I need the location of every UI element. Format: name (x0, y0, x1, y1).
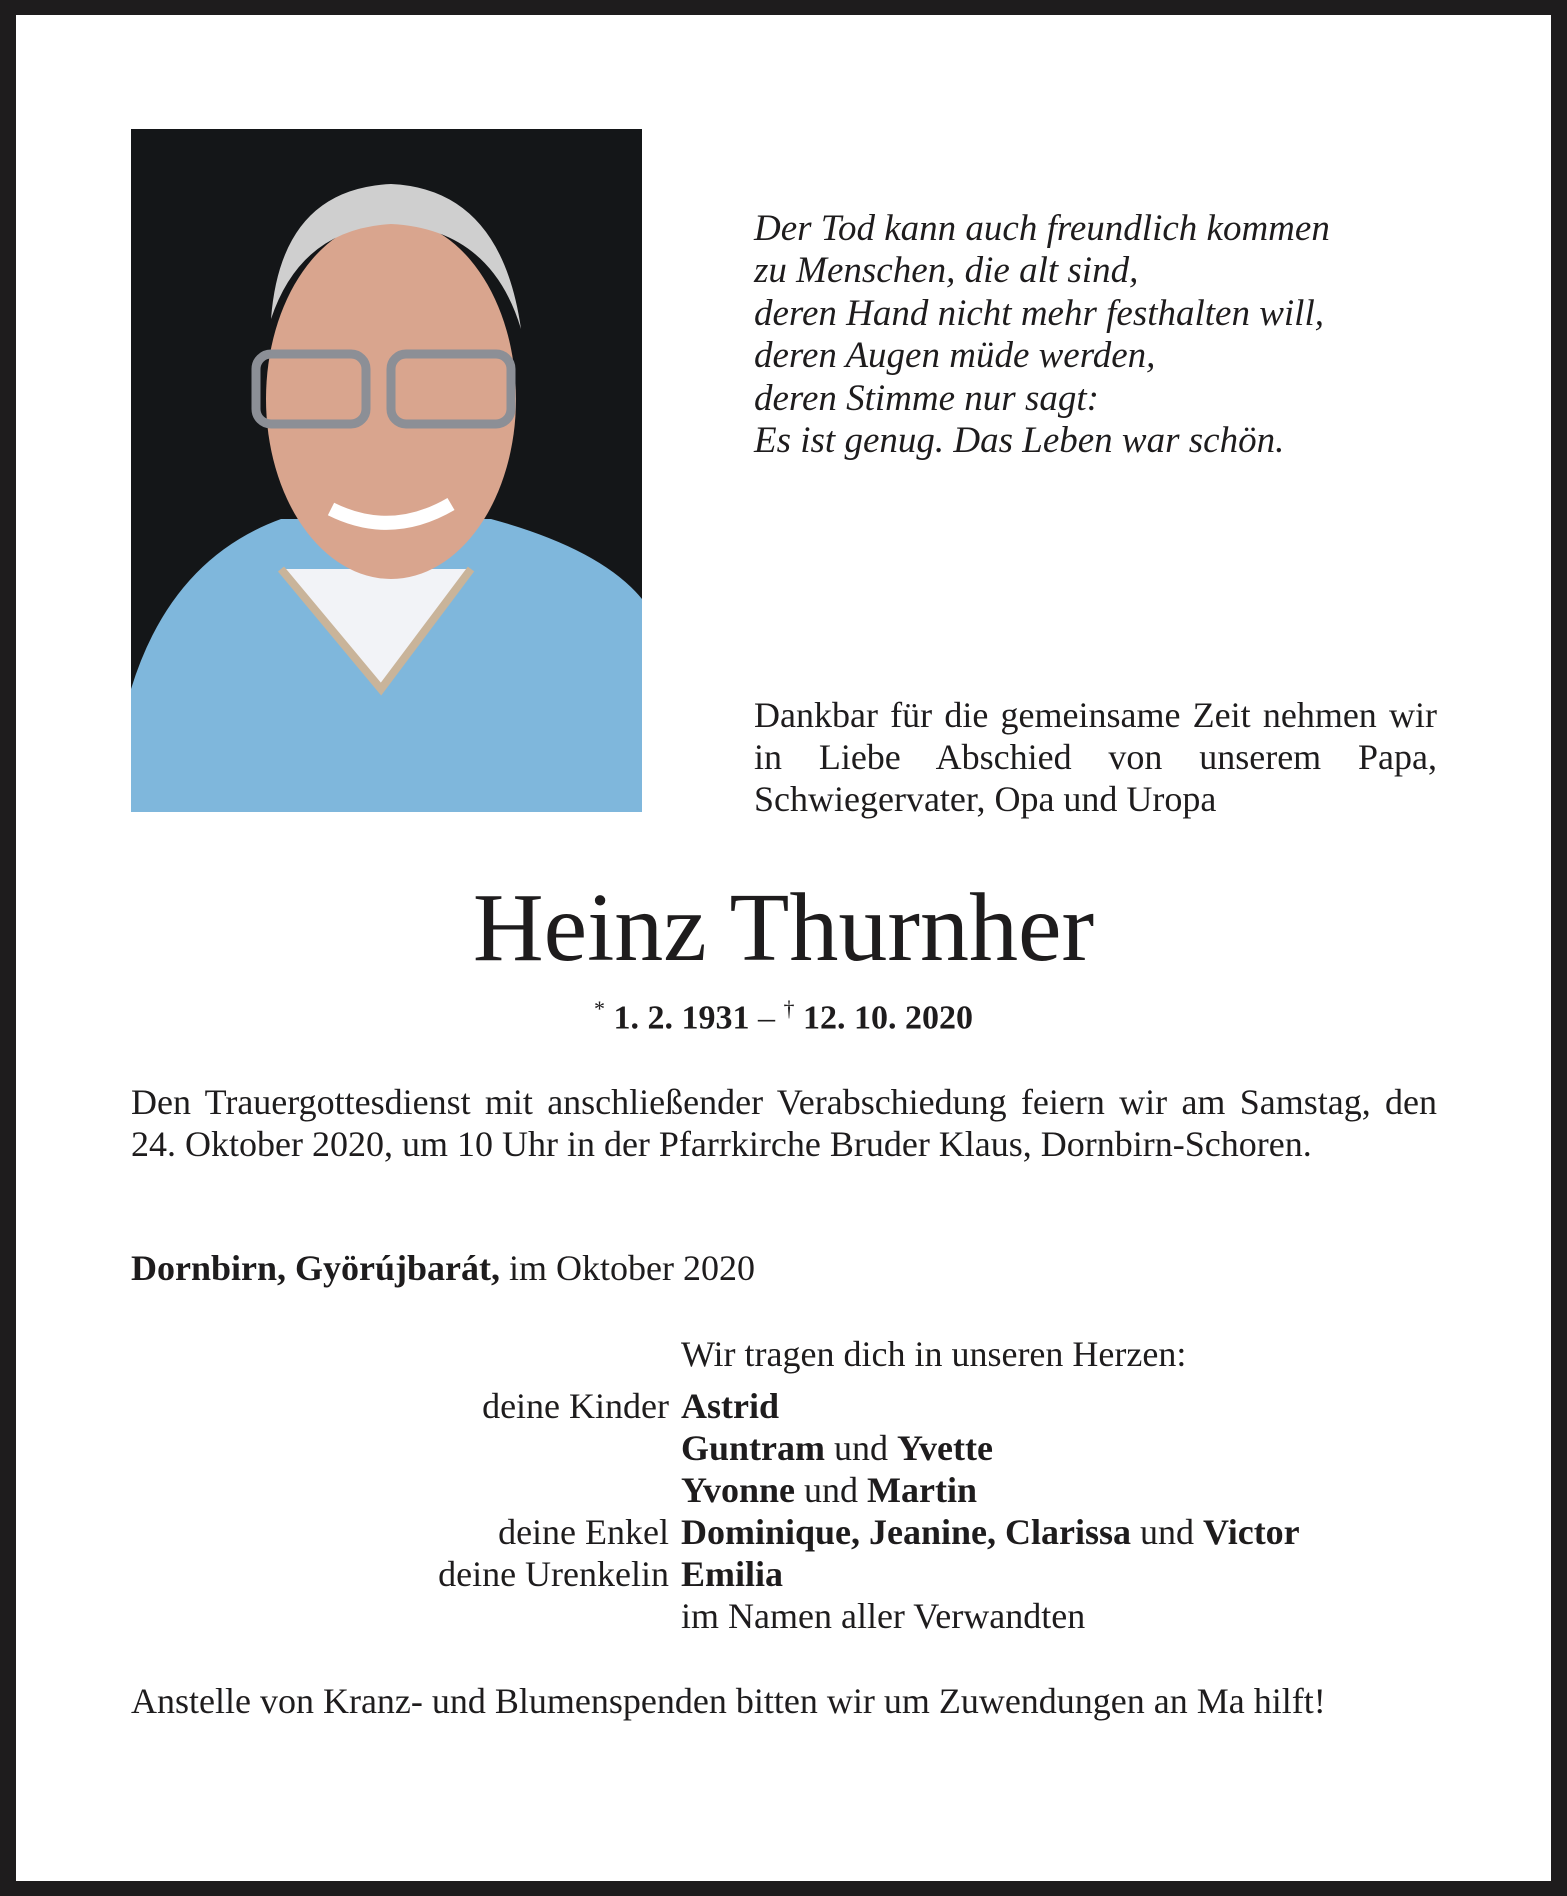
great-grandchild-row (681, 1553, 783, 1595)
closing-line: im Namen aller Verwandten (681, 1596, 1086, 1636)
death-date: 12. 10. 2020 (803, 999, 973, 1037)
donation-note: Anstelle von Kranz- und Blumenspenden bitten wir um Zuwendungen an Ma hilft! (131, 1681, 1326, 1721)
enkel-label: deine Enkel (498, 1512, 669, 1552)
place-date (131, 1247, 755, 1289)
poem (754, 208, 1330, 462)
grandchild-name: Victor (1203, 1512, 1300, 1552)
child-name: Guntram (681, 1428, 825, 1468)
birth-date: 1. 2. 1931 (613, 999, 750, 1037)
poem-line: deren Augen müde werden, (754, 335, 1156, 377)
thanks-text: Dankbar für die gemeinsame Zeit nehmen wir in Liebe Abschied von unserem Papa, Schwiegervater, Opa und Uropa (754, 695, 1437, 819)
partner-name: Yvette (897, 1428, 993, 1468)
grandchildren-row (681, 1511, 1300, 1553)
child-name: Astrid (681, 1386, 779, 1426)
month: im Oktober 2020 (500, 1248, 755, 1288)
poem-line: zu Menschen, die alt sind, (754, 250, 1139, 292)
mourners-intro: Wir tragen dich in unseren Herzen: (681, 1334, 1187, 1374)
poem-line: Es ist genug. Das Leben war schön. (754, 420, 1285, 462)
grandchildren-names: Dominique, Jeanine, Clarissa (681, 1512, 1132, 1552)
poem-line: deren Hand nicht mehr festhalten will, (754, 292, 1324, 334)
birth-symbol: * (594, 996, 605, 1021)
portrait-photo (131, 129, 642, 812)
partner-name: Martin (867, 1470, 977, 1510)
deceased-name: Heinz Thurnher (472, 874, 1095, 982)
life-dates (0, 996, 1567, 1037)
death-symbol: † (783, 996, 795, 1021)
places: Dornbirn, Györújbarát, (131, 1248, 500, 1288)
urenkel-label: deine Urenkelin (438, 1554, 669, 1594)
und: und (1131, 1512, 1204, 1552)
child-name: Yvonne (681, 1470, 796, 1510)
service-text: Den Trauergottesdienst mit anschließender Verabschiedung feiern wir am Samstag, den 24. Oktober 2020, um 10 Uhr in der Pfarrkirche Bruder Klaus, Dornbirn-Schoren. (131, 1082, 1437, 1164)
child-row (681, 1427, 993, 1469)
und: und (795, 1470, 868, 1510)
dash: – (758, 999, 775, 1037)
kinder-label: deine Kinder (482, 1386, 669, 1426)
poem-line: Der Tod kann auch freundlich kommen (754, 208, 1330, 249)
poem-line: deren Stimme nur sagt: (754, 377, 1099, 419)
und: und (825, 1428, 897, 1468)
great-grandchild-name: Emilia (681, 1554, 784, 1594)
child-row (681, 1469, 977, 1511)
child-row (681, 1385, 779, 1427)
